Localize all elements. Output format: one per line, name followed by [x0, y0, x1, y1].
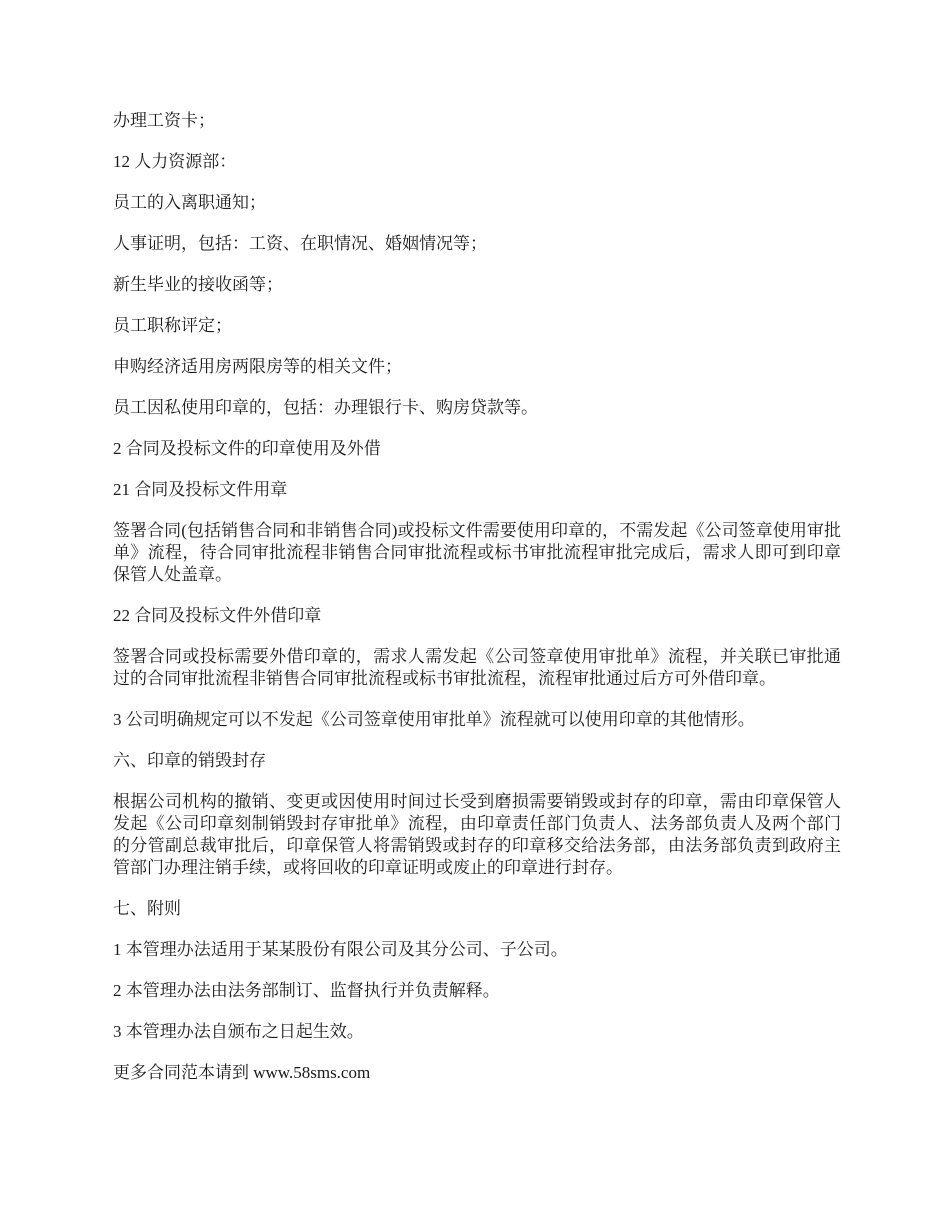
document-page: [113, 110, 841, 1103]
paragraph: 员工的入离职通知；: [113, 193, 266, 212]
paragraph: 员工职称评定；: [113, 316, 232, 335]
paragraph: 新生毕业的接收函等；: [113, 275, 283, 294]
section-heading: 22 合同及投标文件外借印章: [113, 606, 322, 625]
paragraph: 2 本管理办法由法务部制订、监督执行并负责解释。: [113, 981, 500, 1000]
section-heading: 七、附则: [113, 899, 181, 918]
section-heading: 2 合同及投标文件的印章使用及外借: [113, 439, 381, 458]
paragraph: 人事证明，包括：工资、在职情况、婚姻情况等；: [113, 234, 487, 253]
paragraph: 签署合同(包括销售合同和非销售合同)或投标文件需要使用印章的，不需发起《公司签章使用审批单》流程，待合同审批流程非销售合同审批流程或标书审批流程审批完成后，需求人即可到印章保管人处盖章。: [113, 521, 841, 584]
paragraph: 员工因私使用印章的，包括：办理银行卡、购房贷款等。: [113, 398, 538, 417]
paragraph: 1 本管理办法适用于某某股份有限公司及其分公司、子公司。: [113, 940, 568, 959]
section-heading: 六、印章的销毁封存: [113, 751, 266, 770]
paragraph: 签署合同或投标需要外借印章的，需求人需发起《公司签章使用审批单》流程，并关联已审批通过的合同审批流程非销售合同审批流程或标书审批流程，流程审批通过后方可外借印章。: [113, 647, 841, 688]
footer-note: 更多合同范本请到 www.58sms.com: [113, 1063, 371, 1082]
paragraph: 申购经济适用房两限房等的相关文件；: [113, 357, 402, 376]
paragraph: 根据公司机构的撤销、变更或因使用时间过长受到磨损需要销毁或封存的印章，需由印章保管人发起《公司印章刻制销毁封存审批单》流程，由印章责任部门负责人、法务部负责人及两个部门的分管副总裁审批后，印章保管人将需销毁或封存的印章移交给法务部，由法务部负责到政府主管部门办理注销手续，或将回收的印章证明或废止的印章进行封存。: [113, 792, 841, 877]
paragraph: 办理工资卡；: [113, 111, 215, 130]
section-heading: 12 人力资源部：: [113, 152, 237, 171]
section-heading: 21 合同及投标文件用章: [113, 480, 288, 499]
paragraph: 3 公司明确规定可以不发起《公司签章使用审批单》流程就可以使用印章的其他情形。: [113, 710, 755, 729]
paragraph: 3 本管理办法自颁布之日起生效。: [113, 1022, 364, 1041]
